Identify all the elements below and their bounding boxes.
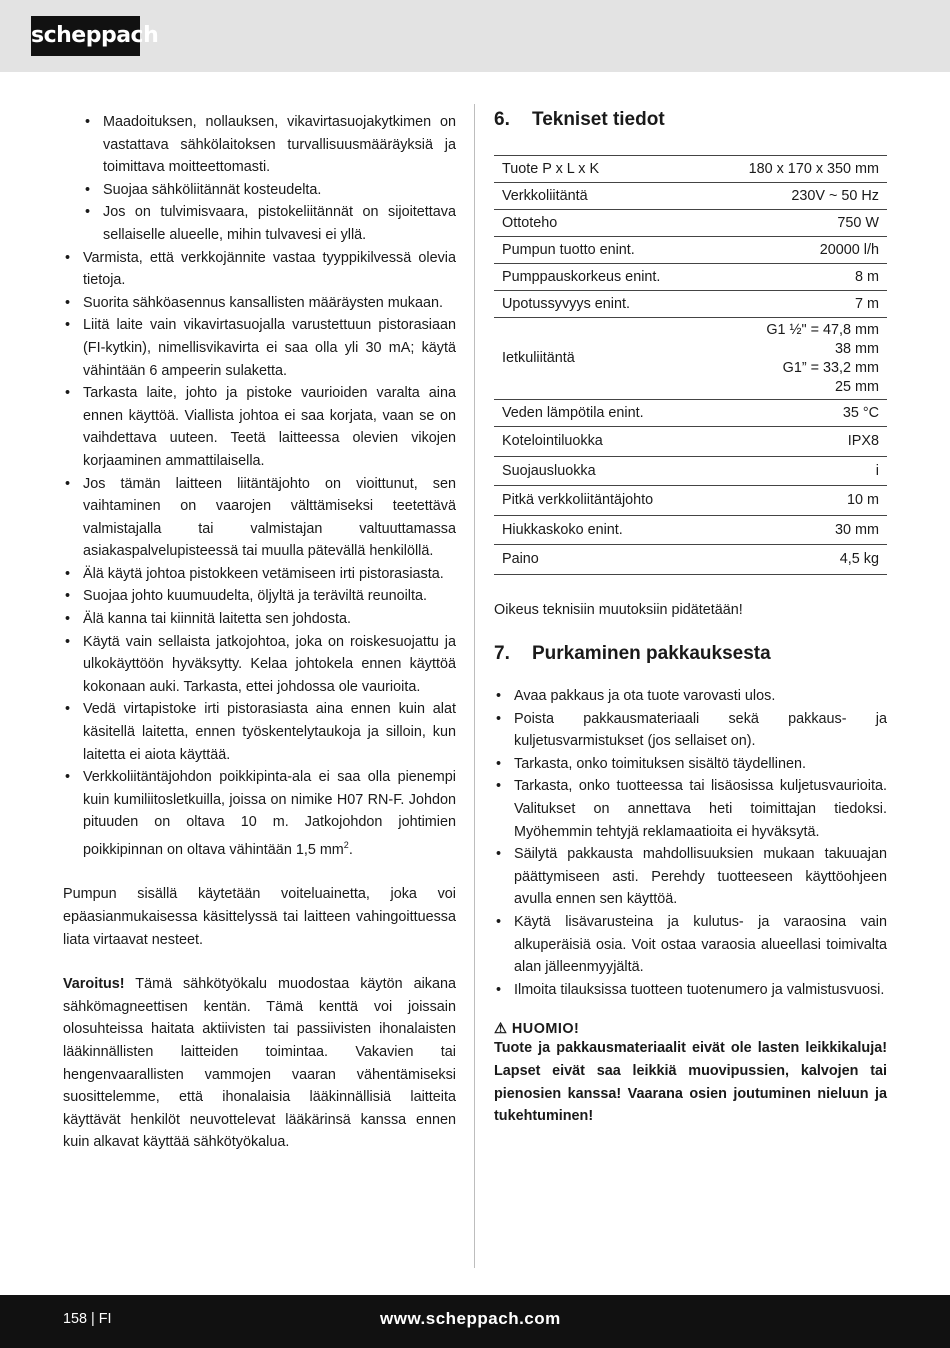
spec-label: Hiukkaskoko enint. — [494, 515, 708, 545]
spec-label: Ietkuliitäntä — [494, 318, 708, 400]
list-item: • Ilmoita tilauksissa tuotteen tuotenumero ja valmistusvuosi. — [494, 979, 887, 1002]
list-item: • Tarkasta, onko toimituksen sisältö täydellinen. — [494, 753, 887, 776]
spec-label: Tuote P x L x K — [494, 156, 708, 183]
table-row — [494, 427, 887, 457]
spec-label: Kotelointiluokka — [494, 427, 708, 457]
spec-value: IPX8 — [708, 427, 887, 457]
spec-label: Pumpun tuotto enint. — [494, 237, 708, 264]
list-item: • Liitä laite vain vikavirtasuojalla varustettuun pistorasiaan (FI-kytkin), nimellisvikavirta ei saa olla yli 30 mA; käytä vähintään 6 ampeerin sulaketta. — [63, 314, 456, 382]
table-row — [494, 264, 887, 291]
list-item: • Suojaa johto kuumuudelta, öljyltä ja teräviltä reunoilta. — [63, 585, 456, 608]
cable-spec-text: Verkkoliitäntäjohdon poikkipinta-ala ei saa olla pienempi kuin kumiliitosletkuilla, joissa on nimike H07 RN-F. Johdon pituuden on oltava 10 m. Jatkojohdon johtimien poikkipinnan on oltava vähintään 1,5 mm — [83, 769, 456, 858]
list-item: • Avaa pakkaus ja ota tuote varovasti ulos. — [494, 685, 887, 708]
right-column — [494, 105, 887, 1128]
list-item: • Suojaa sähköliitännät kosteudelta. — [83, 179, 456, 202]
spec-value: 35 °C — [708, 400, 887, 427]
page-header — [0, 0, 950, 72]
warning-triangle-icon: ⚠ — [494, 1021, 508, 1038]
period: . — [348, 841, 353, 858]
warning-label: Varoitus! — [63, 976, 125, 993]
table-row — [494, 156, 887, 183]
list-item: • Tarkasta, onko tuotteessa tai lisäosissa kuljetusvaurioita. Valitukset on annettava heti toimittajan tiedoksi. Myöhemmin tehtyjä reklamaatioita ei hyväksytä. — [494, 775, 887, 843]
section-number: 6. — [494, 109, 510, 130]
spec-label: Verkkoliitäntä — [494, 183, 708, 210]
page-number: 158 | FI — [63, 1311, 112, 1327]
spec-value: 30 mm — [708, 515, 887, 545]
spec-value: 8 m — [708, 264, 887, 291]
column-divider — [474, 104, 475, 1268]
specs-table — [494, 155, 887, 575]
spec-label: Veden lämpötila enint. — [494, 400, 708, 427]
website-link[interactable]: www.scheppach.com — [380, 1309, 561, 1328]
hose-value: 38 mm — [835, 340, 879, 357]
technical-changes-note: Oikeus teknisiin muutoksiin pidätetään! — [494, 601, 743, 618]
spec-label: Pitkä verkkoliitäntäjohto — [494, 486, 708, 516]
spec-value: 7 m — [708, 291, 887, 318]
spec-label: Suojausluokka — [494, 456, 708, 486]
section-title: Tekniset tiedot — [532, 109, 665, 130]
table-row — [494, 210, 887, 237]
list-item: • Maadoituksen, nollauksen, vikavirtasuojakytkimen on vastattava sähkölaitoksen turvallisuusmääräyksiä ja toimittava moitteettomasti. — [83, 111, 456, 179]
caution-title: HUOMIO! — [507, 1021, 580, 1038]
list-item: • Vedä virtapistoke irti pistorasiasta aina ennen kuin alat käsitellä laitetta, ennen työskentelytaukoja ja silloin, kun laitetta ei aiota käyttää. — [63, 698, 456, 766]
warning-text: Tämä sähkötyökalu muodostaa käytön aikana sähkömagneettisen kentän. Tämä kenttä voi joissain olosuhteissa haitata aktiivisten tai passiivisten ihonalaisten lääkinnällisten laitteiden toimintaa. Vakavien tai hengenvaarallisten vammojen vaaran vähentämiseksi suosittelemme, että ihonalaisia lääkinnällisiä laitteita käyttävät henkilöt neuvottelevat lääkärinsä kanssa ennen kuin alkavat käyttää sähkötyökalua. — [63, 976, 456, 1151]
hose-value: G1 ½" = 47,8 mm — [766, 321, 879, 338]
hose-value: G1” = 33,2 mm — [782, 359, 879, 376]
hose-value: 25 mm — [835, 378, 879, 395]
superscript: 2 — [343, 840, 349, 850]
safety-bullet-list — [63, 247, 456, 862]
table-row — [494, 486, 887, 516]
spec-value: 180 x 170 x 350 mm — [708, 156, 887, 183]
list-item: • Käytä vain sellaista jatkojohtoa, joka on roiskesuojattu ja ulkokäyttöön hyväksytty. Kelaa johtokela ennen käyttöä kokonaan auki. Tarkasta, ettei johdossa ole vaurioita. — [63, 631, 456, 699]
emf-warning — [63, 973, 456, 1154]
scheppach-logo: scheppach — [31, 16, 140, 56]
table-row — [494, 291, 887, 318]
list-item: • Suorita sähköasennus kansallisten määräysten mukaan. — [63, 292, 456, 315]
spec-value — [708, 318, 887, 400]
list-item: • Säilytä pakkausta mahdollisuuksien mukaan takuuajan päättymiseen asti. Perehdy tuotteeseen käyttöohjeen avulla ennen sen käyttöä. — [494, 843, 887, 911]
list-item: • Älä kanna tai kiinnitä laitetta sen johdosta. — [63, 608, 456, 631]
table-row — [494, 456, 887, 486]
spec-value: 10 m — [708, 486, 887, 516]
list-item: • Käytä lisävarusteina ja kulutus- ja varaosina vain alkuperäisiä osia. Voit ostaa varaosia alueellasi toimivalta alan jälleenmyyjältä. — [494, 911, 887, 979]
lubricant-note: Pumpun sisällä käytetään voiteluainetta, joka voi epäasianmukaisessa käsittelyssä tai laitteen vahingoittuessa liata virtaavat nesteet. — [63, 886, 456, 948]
section-title: Purkaminen pakkauksesta — [532, 643, 771, 665]
table-row — [494, 318, 887, 400]
list-item: • Jos tämän laitteen liitäntäjohto on vioittunut, sen vaihtaminen on vaarojen välttämiseksi teetettävä valmistajalla tai valmistajan valtuuttamassa asiakaspalvelupisteessä tai muulla pätevällä henkilöllä. — [63, 473, 456, 563]
spec-label: Ottoteho — [494, 210, 708, 237]
spec-value: 750 W — [708, 210, 887, 237]
spec-label: Paino — [494, 545, 708, 575]
spec-label: Pumppauskorkeus enint. — [494, 264, 708, 291]
section-number: 7. — [494, 643, 510, 665]
caution-heading — [494, 1021, 887, 1037]
list-item: • Tarkasta laite, johto ja pistoke vaurioiden varalta aina ennen käyttöä. Viallista johtoa ei saa korjata, vaan se on vaihdettava uuteen. Teetä laitteessa olevien vikojen korjaaminen ammattilaisella. — [63, 382, 456, 472]
spec-value: 20000 l/h — [708, 237, 887, 264]
spec-value: 230V ~ 50 Hz — [708, 183, 887, 210]
section-heading-technical-data — [494, 105, 887, 135]
list-item: • Varmista, että verkkojännite vastaa tyyppikilvessä olevia tietoja. — [63, 247, 456, 292]
table-row — [494, 515, 887, 545]
list-item: • Jos on tulvimisvaara, pistokeliitännät on sijoitettava sellaiselle alueelle, mihin tulvavesi ei yllä. — [83, 201, 456, 246]
spec-value: 4,5 kg — [708, 545, 887, 575]
table-row — [494, 545, 887, 575]
list-item — [63, 766, 456, 861]
section-heading-unpacking — [494, 639, 887, 669]
table-row — [494, 400, 887, 427]
table-row — [494, 183, 887, 210]
unpacking-bullet-list — [494, 685, 887, 1001]
table-row — [494, 237, 887, 264]
caution-text: Tuote ja pakkausmateriaalit eivät ole lasten leikkikaluja! Lapset eivät saa leikkiä muovipussien, kalvojen tai pienosien kanssa! Vaarana osien joutuminen nieluun ja tukehtuminen! — [494, 1040, 887, 1125]
spec-label: Upotussyvyys enint. — [494, 291, 708, 318]
list-item: • Älä käytä johtoa pistokkeen vetämiseen irti pistorasiasta. — [63, 563, 456, 586]
list-item: • Poista pakkausmateriaali sekä pakkaus- ja kuljetusvarmistukset (jos sellaiset on). — [494, 708, 887, 753]
page-footer — [0, 1295, 950, 1348]
left-column — [63, 111, 456, 1154]
spec-value: i — [708, 456, 887, 486]
sub-bullet-list — [63, 111, 456, 247]
